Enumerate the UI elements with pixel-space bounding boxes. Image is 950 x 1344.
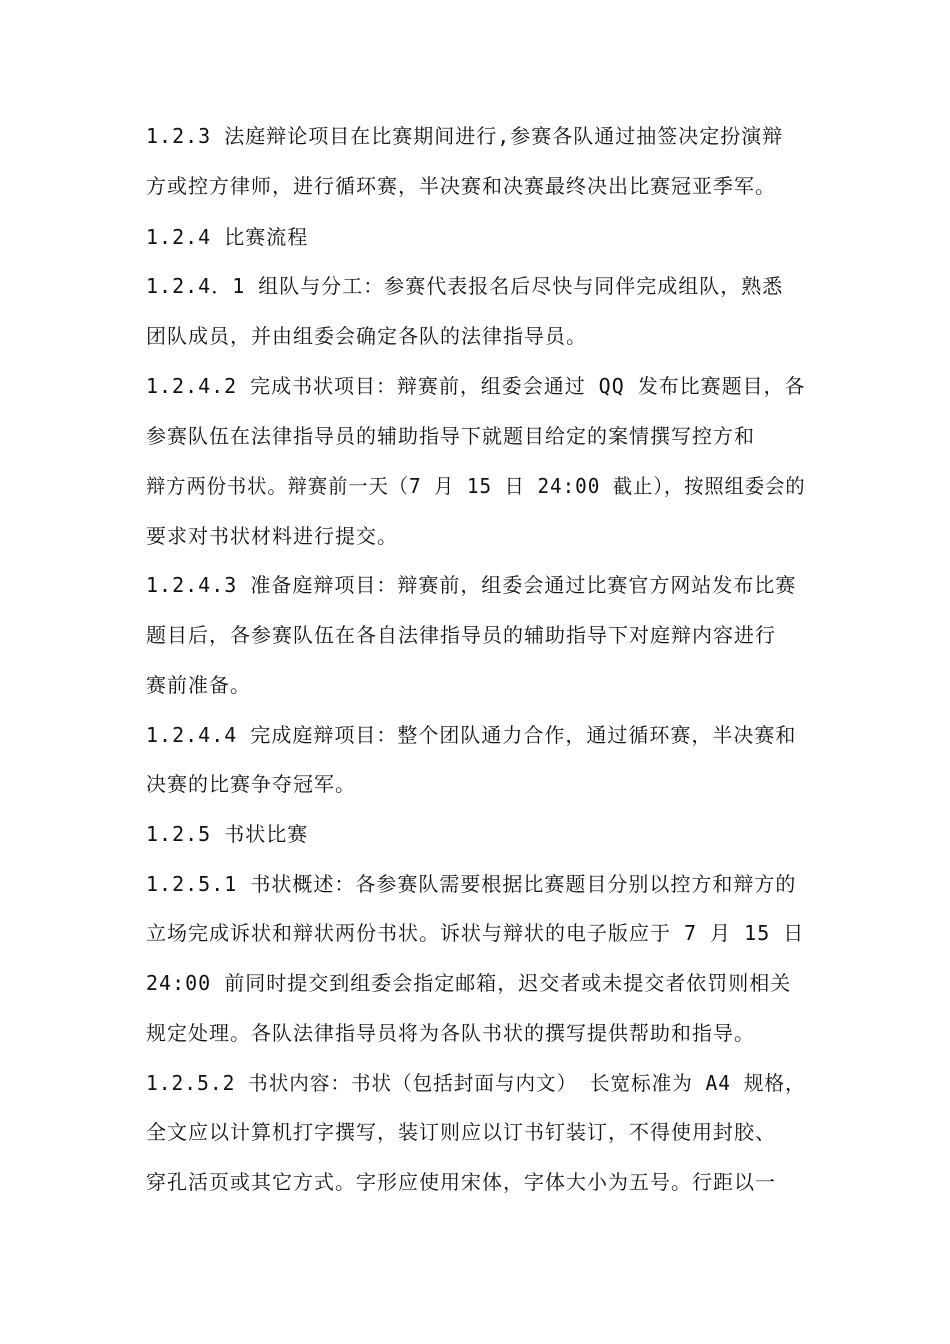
text-line: 1.2.5.2 书状内容：书状（包括封面与内文） 长宽标准为 A4 规格， [146, 1071, 806, 1095]
text-line: 1.2.5.1 书状概述：各参赛队需要根据比赛题目分别以控方和辩方的 [146, 872, 797, 896]
section-heading: 1.2.4 比赛流程 [146, 225, 309, 249]
text-line: 全文应以计算机打字撰写，装订则应以订书钉装订，不得使用封胶、 [146, 1120, 776, 1144]
text-line: 方或控方律师，进行循环赛，半决赛和决赛最终决出比赛冠亚季军。 [146, 174, 776, 198]
section-heading: 1.2.5 书状比赛 [146, 822, 309, 846]
text-line: 24:00 前同时提交到组委会指定邮箱，迟交者或未提交者依罚则相关 [146, 971, 792, 995]
text-line: 规定处理。各队法律指导员将为各队书状的撰写提供帮助和指导。 [146, 1021, 755, 1045]
text-line: 辩方两份书状。辩赛前一天（7 月 15 日 24:00 截止），按照组委会的 [146, 474, 806, 498]
text-line: 参赛队伍在法律指导员的辅助指导下就题目给定的案情撰写控方和 [146, 424, 755, 448]
text-line: 立场完成诉状和辩状两份书状。诉状与辩状的电子版应于 7 月 15 日 [146, 921, 805, 945]
text-line: 1.2.4.4 完成庭辩项目：整个团队通力合作，通过循环赛，半决赛和 [146, 723, 797, 747]
text-line: 赛前准备。 [146, 673, 251, 697]
text-line: 1.2.4.2 完成书状项目：辩赛前，组委会通过 QQ 发布比赛题目，各 [146, 374, 806, 398]
text-line: 团队成员，并由组委会确定各队的法律指导员。 [146, 324, 587, 348]
text-line: 1.2.4.3 准备庭辩项目：辩赛前，组委会通过比赛官方网站发布比赛 [146, 573, 797, 597]
text-line: 要求对书状材料进行提交。 [146, 524, 398, 548]
text-line: 题目后，各参赛队伍在各自法律指导员的辅助指导下对庭辩内容进行 [146, 623, 776, 647]
text-line: 穿孔活页或其它方式。字形应使用宋体，字体大小为五号。行距以一 [146, 1170, 776, 1194]
text-line: 决赛的比赛争夺冠军。 [146, 772, 356, 796]
text-line: 1.2.3 法庭辩论项目在比赛期间进行,参赛各队通过抽签决定扮演辩 [146, 124, 784, 148]
text-line: 1.2.4．1 组队与分工：参赛代表报名后尽快与同伴完成组队，熟悉 [146, 274, 784, 298]
